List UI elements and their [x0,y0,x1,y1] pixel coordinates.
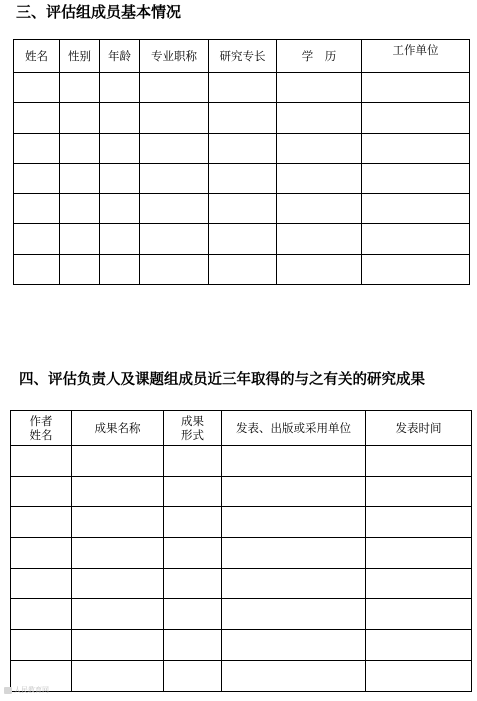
table-row [14,103,470,133]
cell-workplace[interactable] [362,254,470,284]
cell-publisher[interactable] [222,599,366,630]
header-gender: 性别 [60,40,100,73]
cell-author[interactable] [11,507,72,538]
table-row [14,133,470,163]
cell-age[interactable] [100,163,140,193]
table-row [11,446,472,477]
cell-title[interactable] [140,194,209,224]
cell-publisher[interactable] [222,660,366,691]
cell-author[interactable] [11,538,72,569]
cell-specialty[interactable] [209,163,277,193]
header-specialty: 研究专长 [209,40,277,73]
cell-author[interactable] [11,446,72,477]
cell-specialty[interactable] [209,133,277,163]
table-row [11,538,472,569]
cell-gender[interactable] [60,163,100,193]
table-row [14,254,470,284]
cell-age[interactable] [100,133,140,163]
cell-author[interactable] [11,568,72,599]
cell-publish-time[interactable] [366,476,472,507]
header-publisher: 发表、出版或采用单位 [222,411,366,446]
cell-workplace[interactable] [362,194,470,224]
cell-result-name[interactable] [72,660,164,691]
cell-education[interactable] [277,103,362,133]
cell-result-form[interactable] [164,507,222,538]
table-header-row [14,40,470,73]
cell-author[interactable] [11,599,72,630]
research-results-table [10,410,472,692]
cell-title[interactable] [140,254,209,284]
table-row [14,224,470,254]
cell-author[interactable] [11,476,72,507]
header-workplace: 工作单位 [362,40,470,73]
cell-gender[interactable] [60,224,100,254]
table-row [11,660,472,691]
cell-result-name[interactable] [72,507,164,538]
table-row [11,507,472,538]
cell-gender[interactable] [60,103,100,133]
table-header-row [11,411,472,446]
table-row [14,73,470,103]
cell-publish-time[interactable] [366,630,472,661]
cell-publisher[interactable] [222,538,366,569]
cell-result-form[interactable] [164,538,222,569]
cell-title[interactable] [140,103,209,133]
cell-age[interactable] [100,254,140,284]
cell-name[interactable] [14,103,60,133]
cell-result-name[interactable] [72,476,164,507]
header-title: 专业职称 [140,40,209,73]
header-author-name-line1: 作者 [29,414,53,428]
header-author-name-line2: 姓名 [29,428,53,442]
header-result-form-line1: 成果 [181,414,204,428]
header-result-name: 成果名称 [72,411,164,446]
cell-result-name[interactable] [72,599,164,630]
cell-result-name[interactable] [72,630,164,661]
cell-publish-time[interactable] [366,507,472,538]
cell-specialty[interactable] [209,224,277,254]
header-result-form [164,411,222,446]
table-row [11,599,472,630]
watermark [4,685,49,695]
cell-name[interactable] [14,73,60,103]
cell-age[interactable] [100,194,140,224]
cell-workplace[interactable] [362,103,470,133]
cell-result-form[interactable] [164,630,222,661]
cell-name[interactable] [14,194,60,224]
header-author-name [11,411,72,446]
team-members-table [13,39,470,285]
cell-result-form[interactable] [164,476,222,507]
cell-result-form[interactable] [164,568,222,599]
cell-name[interactable] [14,254,60,284]
cell-gender[interactable] [60,194,100,224]
cell-gender[interactable] [60,254,100,284]
cell-publish-time[interactable] [366,599,472,630]
cell-result-name[interactable] [72,538,164,569]
cell-result-name[interactable] [72,446,164,477]
cell-age[interactable] [100,224,140,254]
cell-workplace[interactable] [362,224,470,254]
cell-title[interactable] [140,224,209,254]
cell-age[interactable] [100,73,140,103]
cell-workplace[interactable] [362,73,470,103]
cell-publish-time[interactable] [366,446,472,477]
cell-age[interactable] [100,103,140,133]
section-3-title: 三、评估组成员基本情况 [16,3,182,21]
cell-education[interactable] [277,194,362,224]
cell-publisher[interactable] [222,476,366,507]
cell-result-name[interactable] [72,568,164,599]
cell-title[interactable] [140,73,209,103]
table-row [14,194,470,224]
cell-gender[interactable] [60,133,100,163]
table-row [14,163,470,193]
cell-result-form[interactable] [164,446,222,477]
cell-specialty[interactable] [209,73,277,103]
cell-education[interactable] [277,254,362,284]
cell-specialty[interactable] [209,194,277,224]
header-publish-time: 发表时间 [366,411,472,446]
cell-workplace[interactable] [362,163,470,193]
cell-title[interactable] [140,133,209,163]
cell-name[interactable] [14,163,60,193]
cell-title[interactable] [140,163,209,193]
section-4-title: 四、评估负责人及课题组成员近三年取得的与之有关的研究成果 [19,371,425,388]
cell-publisher[interactable] [222,568,366,599]
table-row [11,630,472,661]
cell-education[interactable] [277,73,362,103]
cell-workplace[interactable] [362,133,470,163]
table-row [11,568,472,599]
watermark-text: 人民教育网 [14,686,49,694]
cell-publisher[interactable] [222,507,366,538]
header-age: 年龄 [100,40,140,73]
cell-name[interactable] [14,224,60,254]
header-education: 学 历 [277,40,362,73]
cell-education[interactable] [277,224,362,254]
cell-specialty[interactable] [209,103,277,133]
table-row [11,476,472,507]
cell-name[interactable] [14,133,60,163]
cell-publish-time[interactable] [366,538,472,569]
cell-specialty[interactable] [209,254,277,284]
cell-education[interactable] [277,163,362,193]
cell-author[interactable] [11,630,72,661]
cell-result-form[interactable] [164,599,222,630]
cell-publish-time[interactable] [366,660,472,691]
cell-result-form[interactable] [164,660,222,691]
cell-publish-time[interactable] [366,568,472,599]
cell-publisher[interactable] [222,446,366,477]
cell-gender[interactable] [60,73,100,103]
header-name: 姓名 [14,40,60,73]
cell-publisher[interactable] [222,630,366,661]
header-result-form-line2: 形式 [181,428,204,442]
watermark-logo-icon [4,687,12,694]
cell-education[interactable] [277,133,362,163]
